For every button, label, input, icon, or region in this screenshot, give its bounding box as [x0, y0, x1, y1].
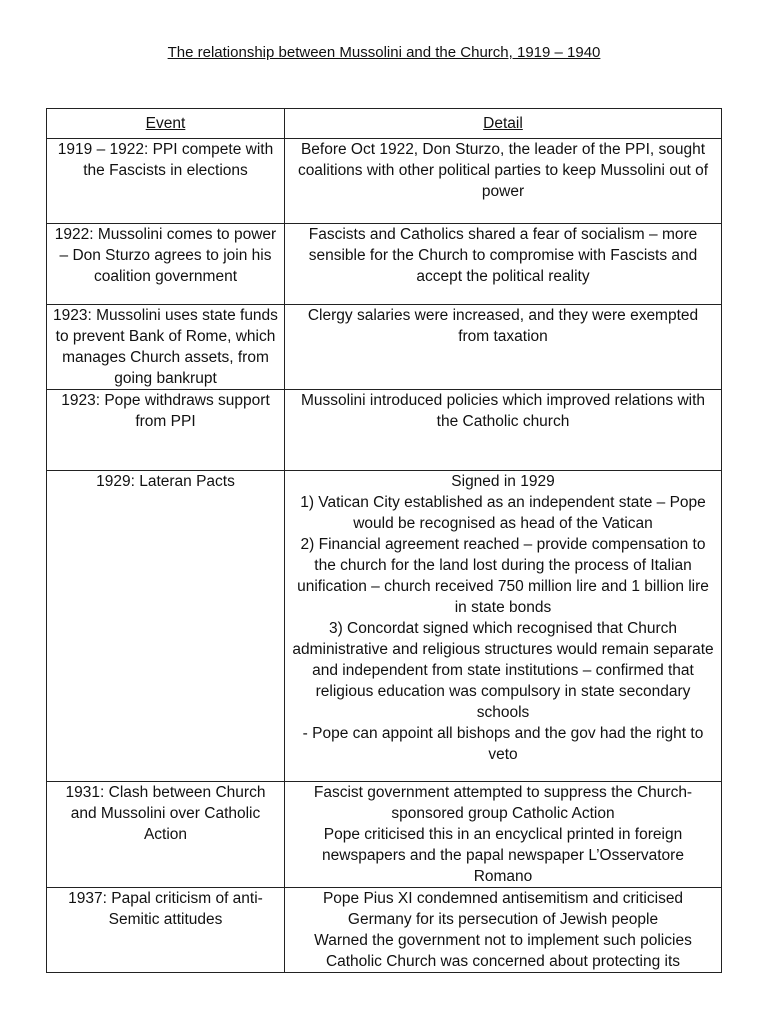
detail-line: Warned the government not to implement such policies: [314, 932, 692, 949]
event-cell: 1929: Lateran Pacts: [47, 471, 285, 782]
event-cell: 1937: Papal criticism of anti-Semitic attitudes: [47, 888, 285, 973]
detail-line: Clergy salaries were increased, and they were exempted from taxation: [307, 307, 699, 345]
detail-cell: [285, 224, 722, 305]
event-cell: 1931: Clash between Church and Mussolini over Catholic Action: [47, 782, 285, 888]
detail-cell: [285, 390, 722, 471]
detail-line: Pope criticised this in an encyclical printed in foreign newspapers and the papal newspaper L’Osservatore Romano: [322, 826, 684, 885]
event-cell: 1923: Mussolini uses state funds to prevent Bank of Rome, which manages Church assets, from going bankrupt: [47, 305, 285, 390]
detail-line: Before Oct 1922, Don Sturzo, the leader of the PPI, sought coalitions with other political parties to keep Mussolini out of power: [297, 141, 709, 200]
detail-line: Fascists and Catholics shared a fear of socialism – more sensible for the Church to compromise with Fascists and accept the political reality: [308, 226, 698, 285]
header-row: [47, 109, 722, 139]
table-row: [47, 888, 722, 973]
table-row: [47, 139, 722, 224]
detail-column-header: [285, 109, 722, 139]
table-row: [47, 471, 722, 782]
event-column-header: [47, 109, 285, 139]
detail-cell: [285, 782, 722, 888]
events-table: [46, 108, 722, 973]
detail-line: Fascist government attempted to suppress the Church-sponsored group Catholic Action: [313, 784, 693, 822]
detail-cell: [285, 471, 722, 782]
event-cell: 1922: Mussolini comes to power – Don Sturzo agrees to join his coalition government: [47, 224, 285, 305]
event-cell: 1919 – 1922: PPI compete with the Fascists in elections: [47, 139, 285, 224]
bullet-item: - Pope can appoint all bishops and the gov had the right to veto: [302, 725, 704, 763]
detail-header-label: Detail: [483, 115, 523, 132]
numbered-item: 1) Vatican City established as an independent state – Pope would be recognised as head of the Vatican: [300, 494, 706, 532]
numbered-item: 3) Concordat signed which recognised that Church administrative and religious structures would remain separate and independent from state institutions – confirmed that religious education was compulsory in state secondary schools: [292, 620, 714, 721]
detail-cell: [285, 139, 722, 224]
event-cell: 1923: Pope withdraws support from PPI: [47, 390, 285, 471]
table-row: [47, 224, 722, 305]
detail-line: Pope Pius XI condemned antisemitism and criticised Germany for its persecution of Jewish people: [322, 890, 684, 928]
event-header-label: Event: [145, 115, 186, 132]
table-row: [47, 305, 722, 390]
table-row: [47, 390, 722, 471]
detail-cell: [285, 305, 722, 390]
numbered-item: 2) Financial agreement reached – provide compensation to the church for the land lost during the process of Italian unification – church received 750 million lire and 1 billion lire in state bonds: [297, 536, 709, 616]
table-row: [47, 782, 722, 888]
detail-cell: [285, 888, 722, 973]
detail-line: Mussolini introduced policies which improved relations with the Catholic church: [300, 392, 706, 430]
detail-line: Signed in 1929: [451, 473, 555, 490]
page-title: The relationship between Mussolini and the Church, 1919 – 1940: [167, 44, 601, 61]
detail-line: Catholic Church was concerned about protecting its: [325, 953, 681, 970]
